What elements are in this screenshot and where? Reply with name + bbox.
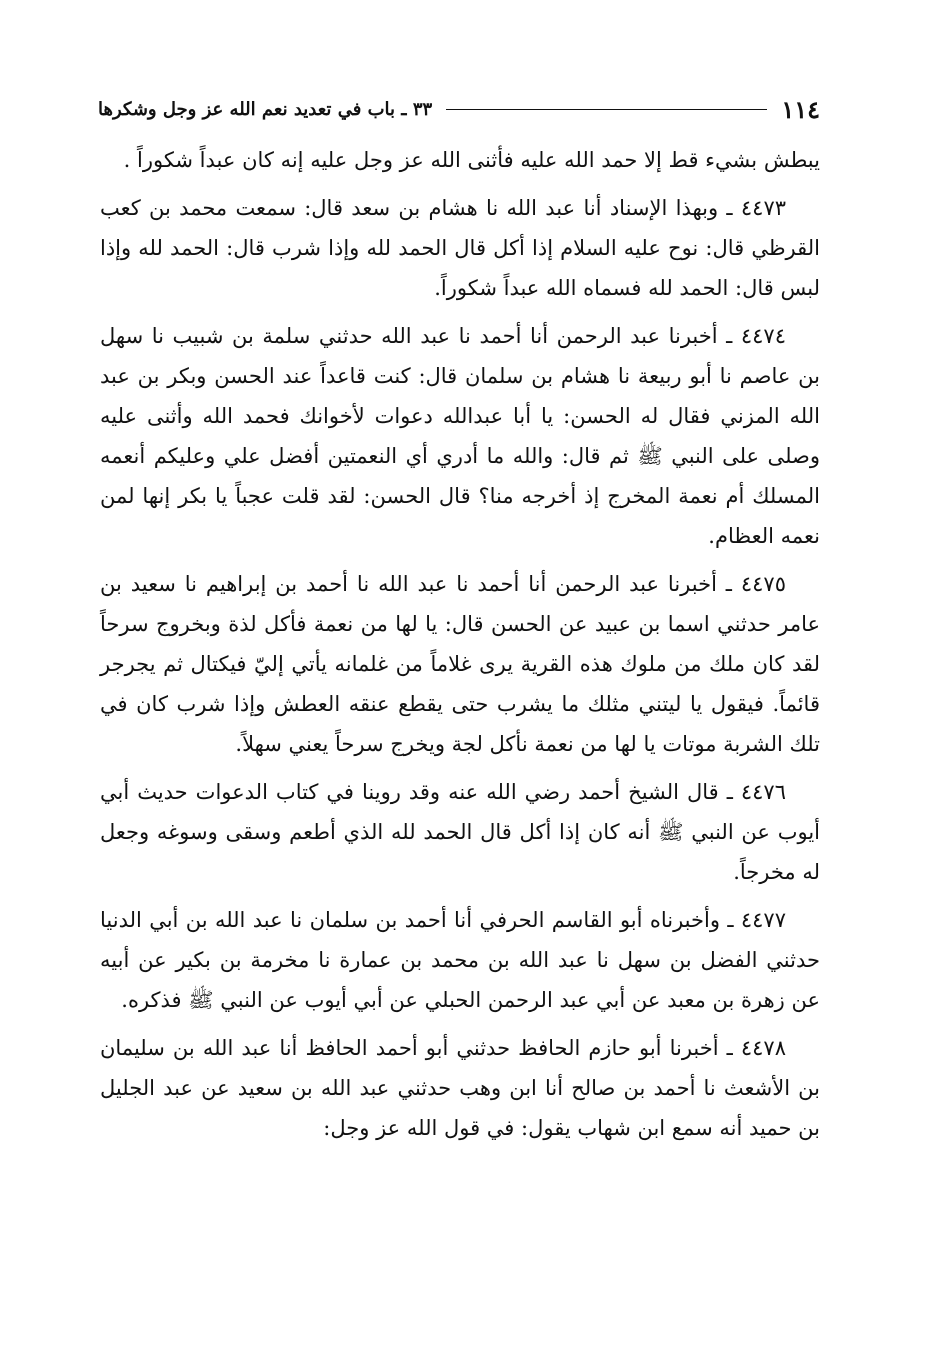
- paragraph-text: ـ أخبرنا عبد الرحمن أنا أحمد نا عبد الله حدثني سلمة بن شبيب نا سهل بن عاصم نا أبو ربيعة نا هشام بن سلمان قال: كنت قاعداً عند الحسن وبكر بن عبد الله المزني فقال له الحسن: يا أبا عبدالله دعوات لأخوانك فحمد الله وأثنى عليه وصلى على النبي ﷺ ثم قال: والله ما أدري أي النعمتين أفضل علي وعليكم أنعمه المسلك أم نعمة المخرج إذ أخرجه منا؟ قال الحسن: لقد قلت عجباً يا بكر إنها لمن نعمه العظام.: [100, 324, 820, 548]
- hadith-paragraph-4475: [100, 564, 820, 764]
- hadith-number: ٤٤٧٥: [740, 572, 786, 596]
- page-body: [100, 140, 820, 1156]
- hadith-paragraph-4476: [100, 772, 820, 892]
- paragraph-text: ـ أخبرنا أبو حازم الحافظ حدثني أبو أحمد الحافظ أنا عبد الله بن سليمان بن الأشعث نا أحمد بن صالح أنا ابن وهب حدثني عبد الله بن سعيد عن عبد الجليل بن حميد أنه سمع ابن شهاب يقول: في قول الله عز وجل:: [100, 1036, 820, 1140]
- page-header: [98, 92, 820, 126]
- paragraph-text: ـ وأخبرناه أبو القاسم الحرفي أنا أحمد بن سلمان نا عبد الله بن أبي الدنيا حدثني الفضل بن سهل نا عبد الله بن محمد بن عمارة نا مخرمة بن بكير عن أبيه عن زهرة بن معبد عن أبي عبد الرحمن الحبلي عن أبي أيوب عن النبي ﷺ فذكره.: [100, 908, 820, 1012]
- hadith-number: ٤٤٧٧: [740, 908, 786, 932]
- header-rule: [446, 109, 767, 110]
- paragraph-continuation: [100, 140, 820, 180]
- hadith-number: ٤٤٧٤: [740, 324, 786, 348]
- paragraph-text: ـ وبهذا الإسناد أنا عبد الله نا هشام بن سعد قال: سمعت محمد بن كعب القرظي قال: نوح عليه السلام إذا أكل قال الحمد لله وإذا شرب قال: الحمد لله وإذا لبس قال: الحمد لله فسماه الله عبداً شكوراً.: [100, 196, 820, 300]
- paragraph-text: يبطش بشيء قط إلا حمد الله عليه فأثنى الله عز وجل عليه إنه كان عبداً شكوراً .: [123, 148, 820, 172]
- hadith-paragraph-4474: [100, 316, 820, 556]
- page-number: ١١٤: [781, 94, 820, 124]
- hadith-number: ٤٤٧٣: [740, 196, 787, 220]
- hadith-number: ٤٤٧٨: [740, 1036, 786, 1060]
- hadith-paragraph-4473: [100, 188, 820, 308]
- hadith-paragraph-4478: [100, 1028, 820, 1148]
- paragraph-text: ـ قال الشيخ أحمد رضي الله عنه وقد روينا في كتاب الدعوات حديث أبي أيوب عن النبي ﷺ أنه كان إذا أكل قال الحمد لله الذي أطعم وسقى وسوغه وجعل له مخرجاً.: [100, 780, 820, 884]
- hadith-number: ٤٤٧٦: [740, 780, 786, 804]
- paragraph-text: ـ أخبرنا عبد الرحمن أنا أحمد نا عبد الله نا أحمد بن إبراهيم نا سعيد بن عامر حدثني اسما بن عبيد عن الحسن قال: يا لها من نعمة فأكل لذة وبخروج سرحاً لقد كان ملك من ملوك هذه القرية يرى غلاماً من غلمانه يأتي إليّ فيكتال ثم يجرجر قائماً. فيقول يا ليتني مثلك ما يشرب حتى يقطع عنقه العطش وإذا شرب كان في تلك الشربة موتات يا لها من نعمة نأكل لجة ويخرج سرحاً يعني سهلاً.: [100, 572, 820, 756]
- hadith-paragraph-4477: [100, 900, 820, 1020]
- running-title: ٣٣ ـ باب في تعديد نعم الله عز وجل وشكرها: [98, 98, 433, 120]
